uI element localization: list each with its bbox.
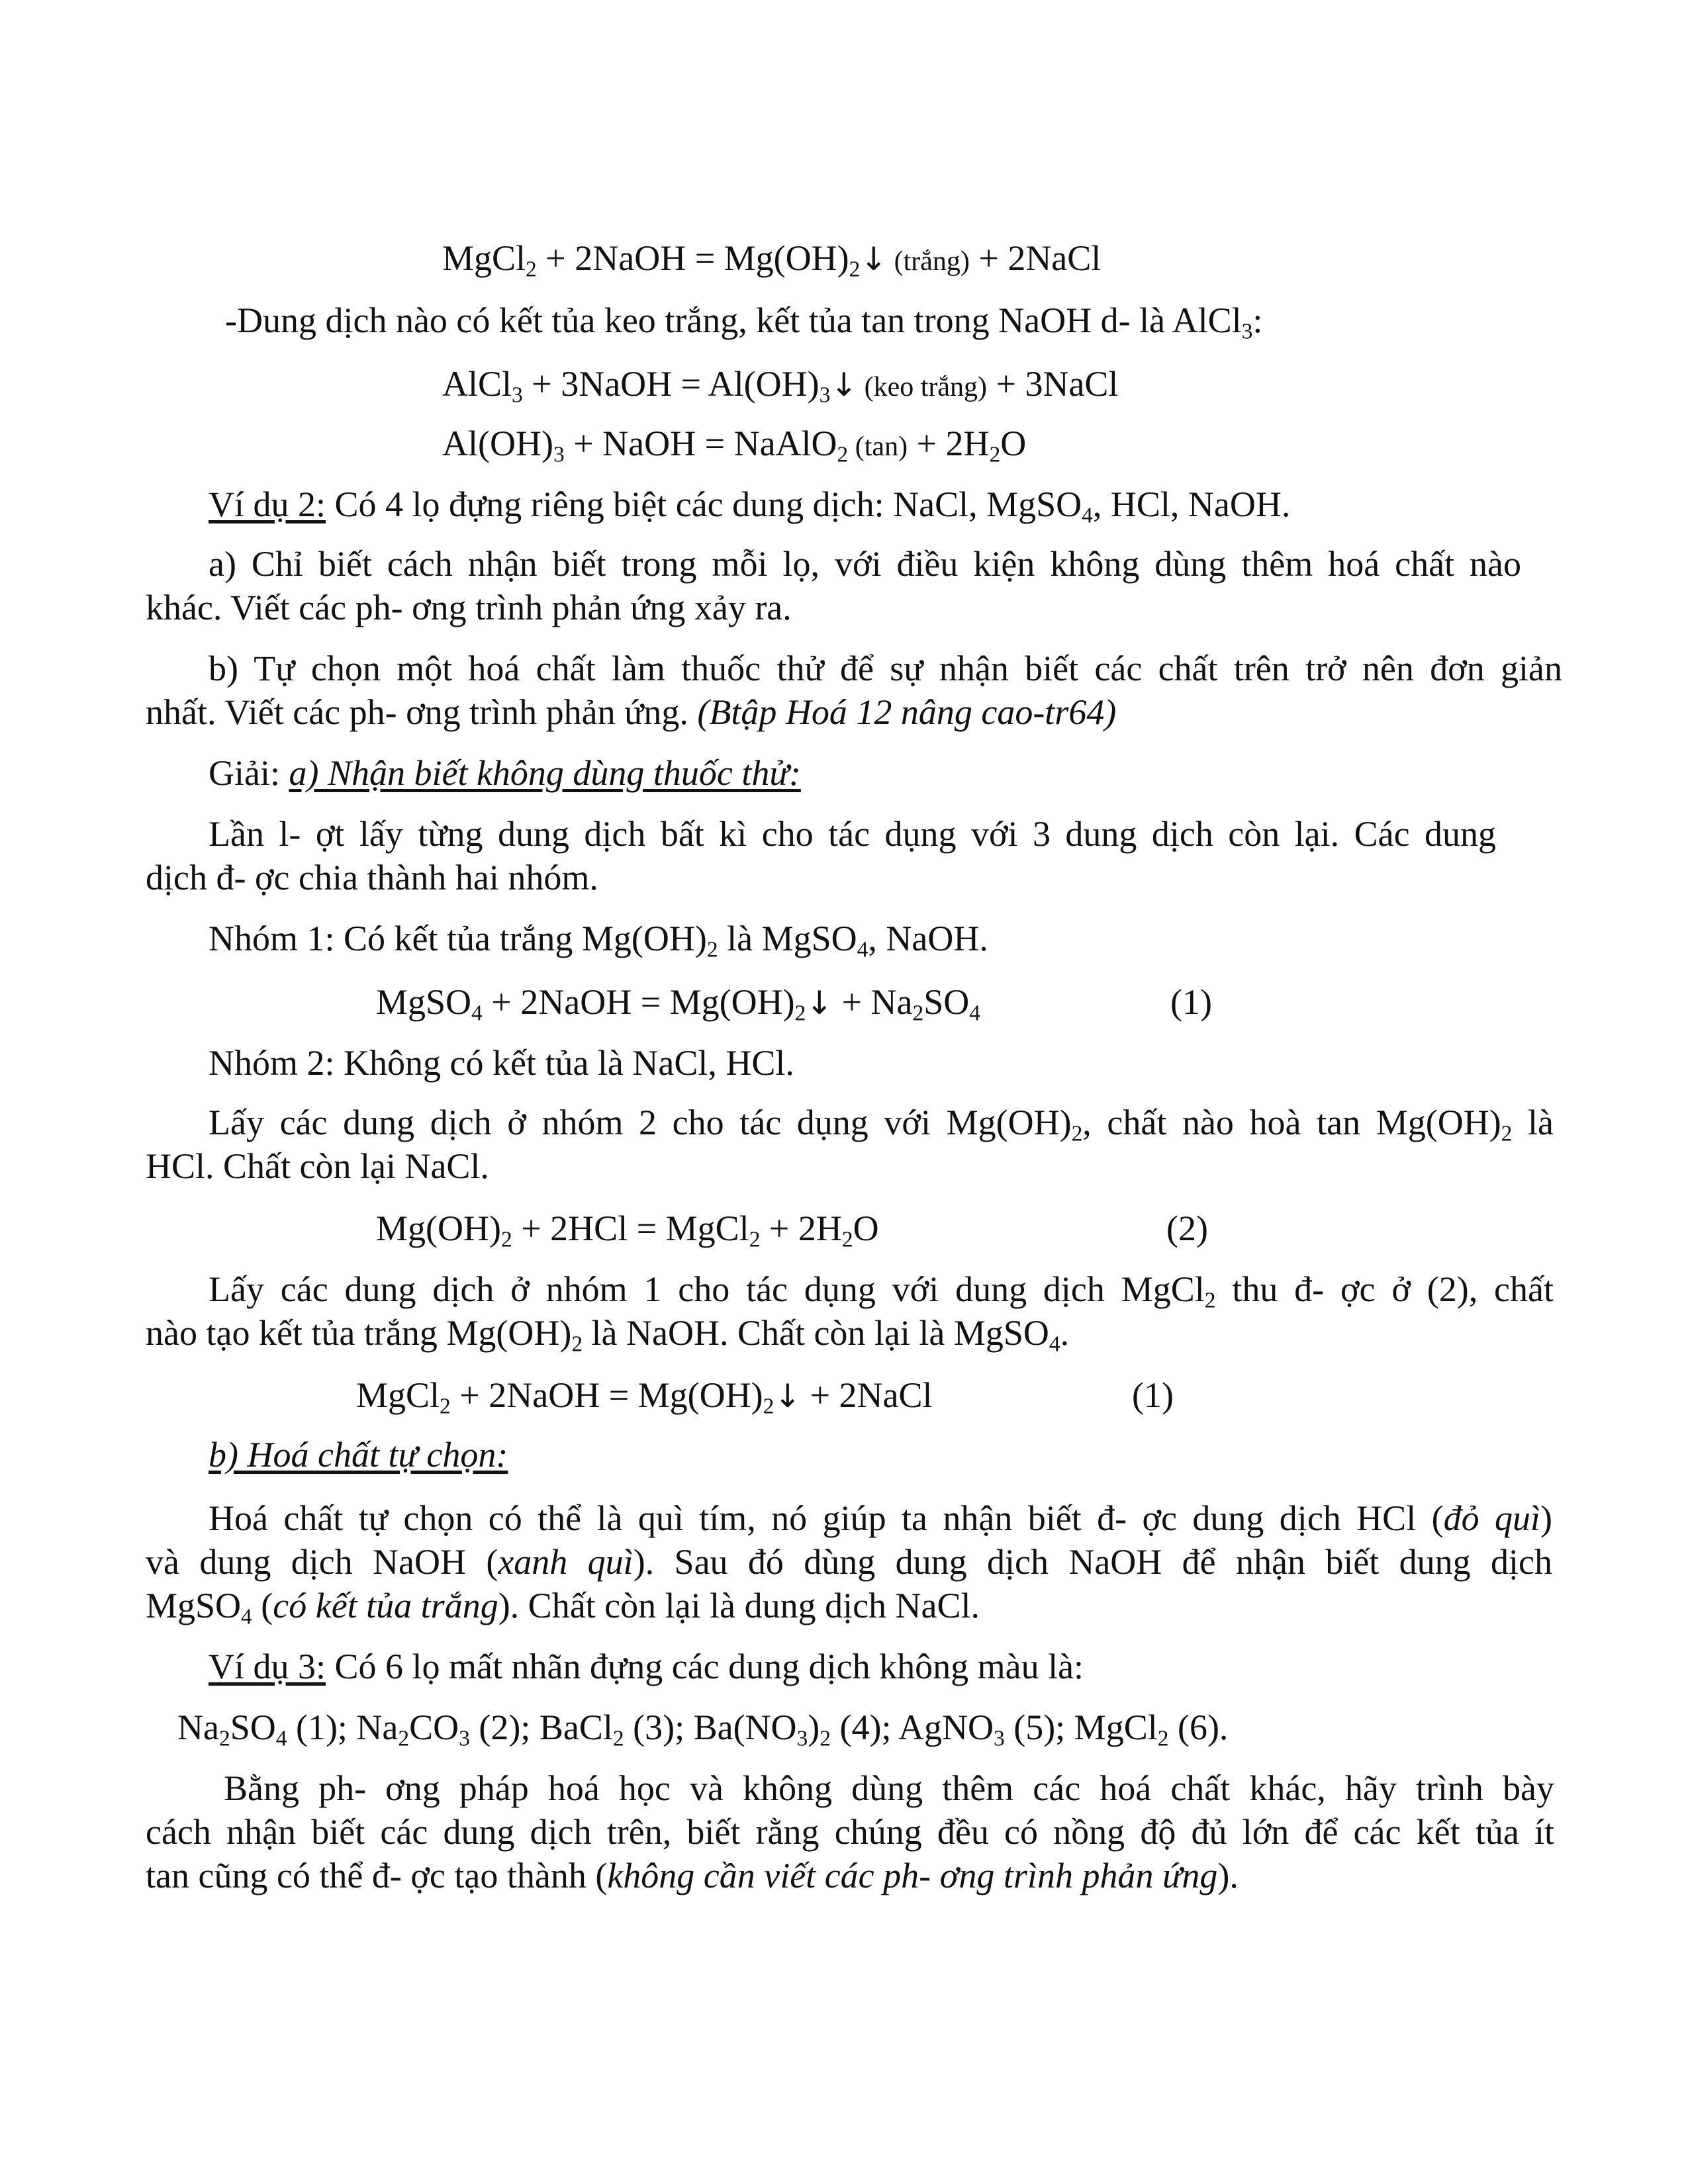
solution-text-line: Lần l- ợt lấy từng dung dịch bất kì cho tác dụng với 3 dung dịch còn lại. Các dung: [209, 814, 1496, 854]
section-b-heading: b) Hoá chất tự chọn:: [209, 1435, 508, 1475]
solutions-list: $Na_2SO_4$ (1); $Na_2CO_3$ (2); BaCl$_2$ (3); $Ba(NO_3)_2$ (4); AgNO$_3$ (5); MgCl$_2$ (6).: [177, 1707, 1229, 1751]
group-2-line: Nhóm 2: Không có kết tủa là NaCl, HCl.: [209, 1043, 794, 1083]
text-line: -Dung dịch nào có kết tủa keo trắng, kết tủa tan trong NaOH d- là AlCl$_3$:: [225, 300, 1263, 344]
group-1-line: Nhóm 1: Có kết tủa trắng $Mg(OH)_2$ là MgSO$_4$, NaOH.: [209, 919, 988, 962]
down-arrow-icon: ↓: [774, 1378, 802, 1415]
reagent-text-line: và dung dịch NaOH (xanh quì). Sau đó dùng dung dịch NaOH để nhận biết dung dịch: [146, 1542, 1552, 1582]
equation-aloh3-naoh: $Al(OH)_3$ + NaOH = NaAlO$_2$ $(\tan) + 2H_2O$: [442, 424, 1027, 467]
equation-number: (1): [1170, 982, 1212, 1022]
task-text-line: Bằng ph- ơng pháp hoá học và không dùng thêm các hoá chất khác, hãy trình bày: [224, 1768, 1554, 1808]
equation-mgso4-naoh: MgSO$_4$ + 2NaOH = $Mg(OH)_2↓ + Na_2SO_4$: [376, 982, 980, 1026]
equation-alcl3-naoh: AlCl$_3$ + 3NaOH = $Al(OH)_3↓$ (keo trắng) + 3NaCl: [442, 364, 1119, 408]
task-text-line: tan cũng có thể đ- ợc tạo thành (không cần viết các ph- ơng trình phản ứng).: [146, 1856, 1239, 1895]
solution-text-line: nào tạo kết tủa trắng $Mg(OH)_2$ là NaOH. Chất còn lại là MgSO$_4$.: [146, 1313, 1070, 1357]
question-a-line-2: khác. Viết các ph- ơng trình phản ứng xảy ra.: [146, 588, 792, 627]
solution-heading: Giải: a) Nhận biết không dùng thuốc thử:: [209, 753, 801, 793]
equation-mgcl2-naoh-2: MgCl$_2$ + 2NaOH = $Mg(OH)_2↓$ + 2NaCl: [356, 1375, 933, 1419]
question-b-line-1: b) Tự chọn một hoá chất làm thuốc thử để sự nhận biết các chất trên trở nên đơn giản: [209, 649, 1562, 688]
equation-mgcl2-naoh: MgCl$_2$ + 2NaOH = $Mg(OH)_2↓$ (trắng) + 2NaCl: [442, 238, 1102, 282]
equation-mgoh2-hcl: $Mg(OH)_2 + 2HCl$ = MgCl$_2$ + $2H_2O$: [376, 1208, 879, 1252]
reagent-text-line: MgSO$_4$ (có kết tủa trắng). Chất còn lại là dung dịch NaCl.: [146, 1586, 980, 1629]
example-3-heading: Ví dụ 3: Có 6 lọ mất nhãn đựng các dung dịch không màu là:: [209, 1647, 1084, 1686]
task-text-line: cách nhận biết các dung dịch trên, biết rằng chúng đều có nồng độ đủ lớn để các kết tủa ít: [146, 1812, 1554, 1852]
solution-text-line: HCl. Chất còn lại NaCl.: [146, 1146, 489, 1186]
equation-number: (2): [1166, 1208, 1208, 1248]
reagent-text-line: Hoá chất tự chọn có thể là quì tím, nó giúp ta nhận biết đ- ợc dung dịch HCl (đỏ quì): [209, 1498, 1552, 1538]
down-arrow-icon: ↓: [806, 985, 833, 1022]
equation-number: (1): [1132, 1375, 1174, 1415]
solution-text-line: dịch đ- ợc chia thành hai nhóm.: [146, 858, 598, 897]
example-2-heading: Ví dụ 2: Có 4 lọ đựng riêng biệt các dung dịch: NaCl, MgSO$_4$, HCl, NaOH.: [209, 484, 1291, 528]
down-arrow-icon: ↓: [860, 241, 888, 278]
solution-text-line: Lấy các dung dịch ở nhóm 2 cho tác dụng với $Mg(OH)_2$, chất nào hoà $\tan Mg(OH)_2$ là: [209, 1103, 1554, 1146]
solution-text-line: Lấy các dung dịch ở nhóm 1 cho tác dụng với dung dịch MgCl$_2$ thu đ- ợc ở (2), chất: [209, 1269, 1554, 1313]
down-arrow-icon: ↓: [830, 367, 858, 404]
question-a-line-1: a) Chỉ biết cách nhận biết trong mỗi lọ, với điều kiện không dùng thêm hoá chất nào: [209, 544, 1521, 584]
question-b-line-2: nhất. Viết các ph- ơng trình phản ứng. (Btập Hoá 12 nâng cao-tr64): [146, 692, 1117, 732]
